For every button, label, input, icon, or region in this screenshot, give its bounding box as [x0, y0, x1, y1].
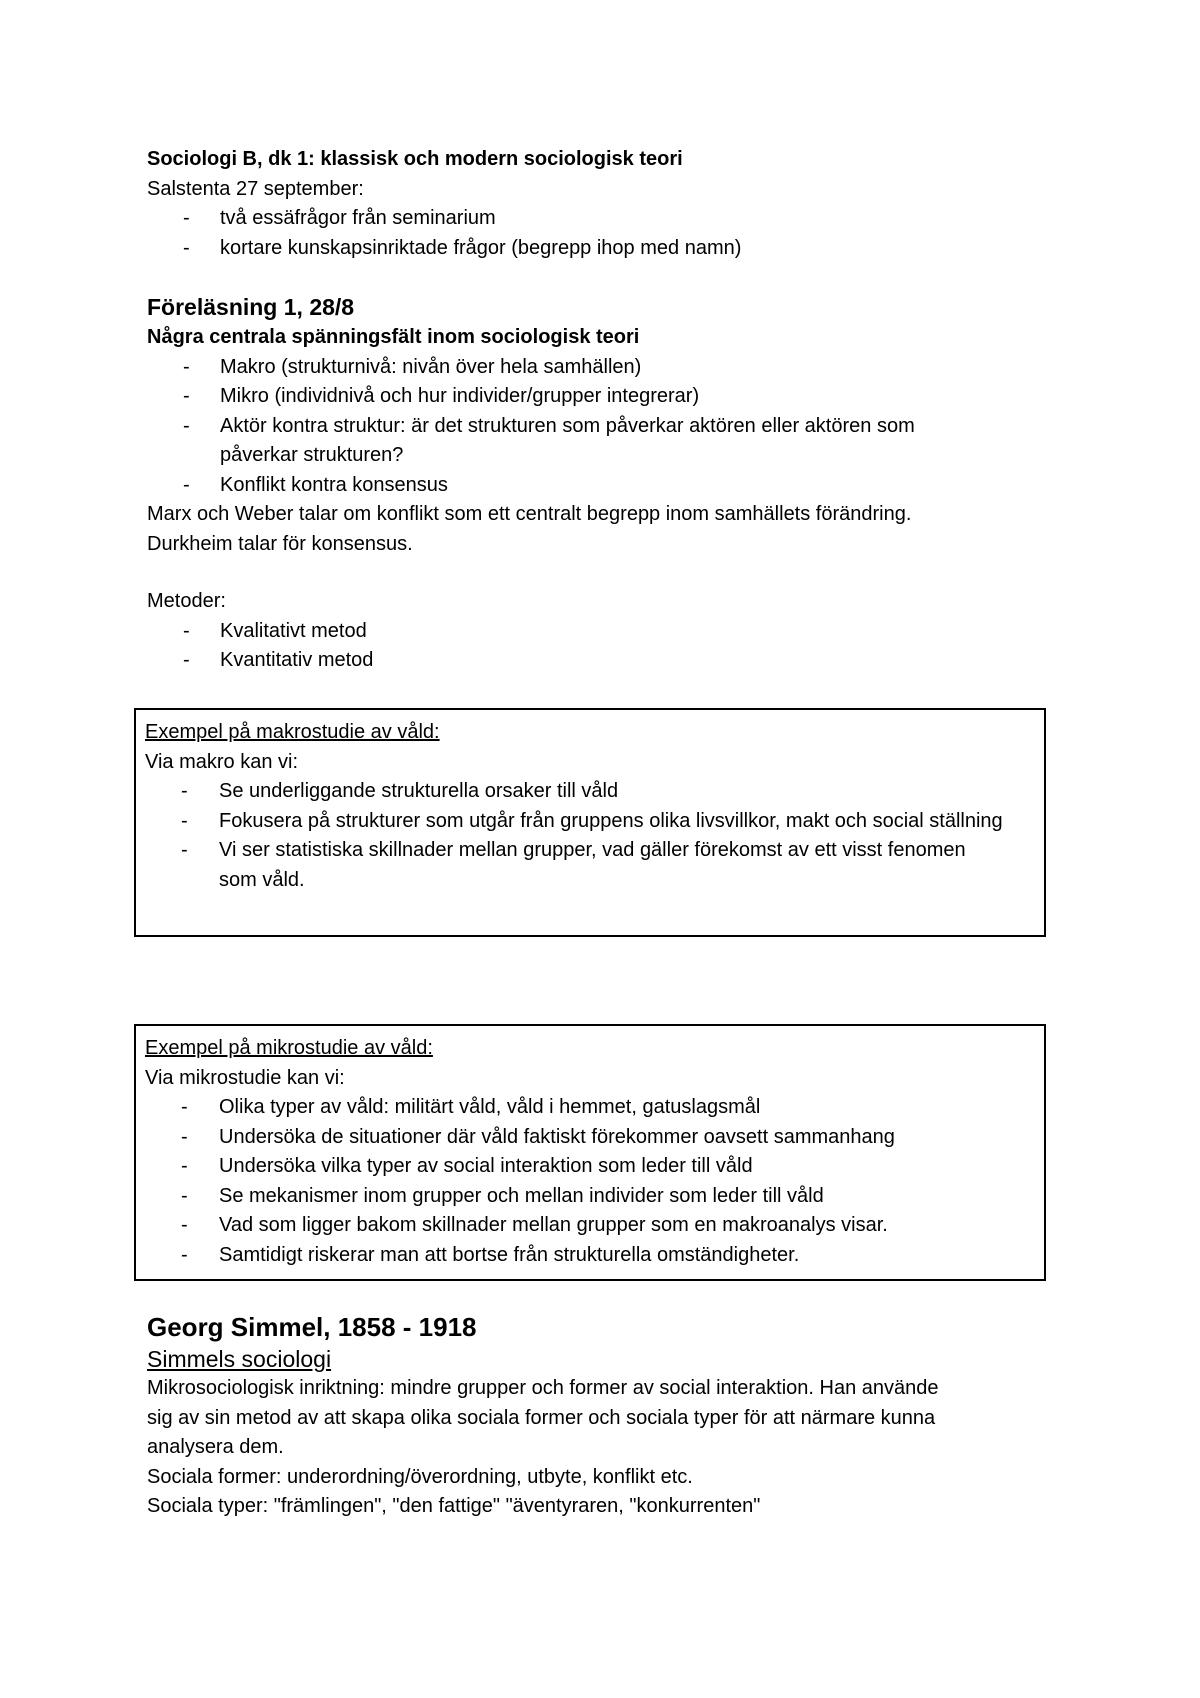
methods-label: Metoder:	[147, 590, 226, 612]
social-types: Sociala typer: "främlingen", "den fattige" "äventyraren, "konkurrenten"	[147, 1495, 761, 1517]
simmel-heading: Georg Simmel, 1858 - 1918	[147, 1312, 477, 1342]
box-intro: Via makro kan vi:	[145, 750, 299, 773]
methods-list	[147, 617, 1067, 676]
box-intro: Via mikrostudie kan vi:	[145, 1066, 345, 1089]
list-item: - Konflikt kontra konsensus	[147, 471, 1067, 501]
list-item: - Aktör kontra struktur: är det strukturen som påverkar aktören eller aktören som påverkar strukturen?	[147, 412, 990, 471]
list-item: - Samtidigt riskerar man att bortse från strukturella omständigheter.	[145, 1241, 1035, 1271]
document-title: Sociologi B, dk 1: klassisk och modern sociologisk teori	[147, 148, 683, 170]
list-item: - kortare kunskapsinriktade frågor (begrepp ihop med namn)	[147, 234, 1067, 264]
list-item: - Se underliggande strukturella orsaker till våld	[145, 777, 1035, 807]
tension-list	[147, 353, 1067, 501]
list-item: - Vad som ligger bakom skillnader mellan grupper som en makroanalys visar.	[145, 1211, 1035, 1241]
list-item: - Undersöka vilka typer av social interaktion som leder till våld	[145, 1152, 1035, 1182]
macro-example-box	[134, 708, 1046, 937]
list-item: - Kvantitativ metod	[147, 646, 1067, 676]
paragraph-line: Mikrosociologisk inriktning: mindre grupper och former av social interaktion. Han använde	[147, 1377, 939, 1399]
list-item: - två essäfrågor från seminarium	[147, 204, 1067, 234]
macro-list	[145, 777, 1035, 895]
exam-line: Salstenta 27 september:	[147, 177, 364, 200]
lecture-heading: Föreläsning 1, 28/8	[147, 294, 355, 320]
micro-example-box	[134, 1024, 1046, 1281]
paragraph-line: sig av sin metod av att skapa olika sociala former och sociala typer för att närmare kunna	[147, 1406, 936, 1429]
list-item: - Kvalitativt metod	[147, 617, 1067, 647]
paragraph-line: analysera dem.	[147, 1436, 284, 1458]
micro-list	[145, 1093, 1035, 1270]
list-item: - Mikro (individnivå och hur individer/grupper integrerar)	[147, 382, 1067, 412]
document-body	[147, 145, 1067, 676]
simmel-subheading: Simmels sociologi	[147, 1346, 332, 1372]
list-item: - Makro (strukturnivå: nivån över hela samhällen)	[147, 353, 1067, 383]
list-item: - Olika typer av våld: militärt våld, våld i hemmet, gatuslagsmål	[145, 1093, 1035, 1123]
paragraph: Marx och Weber talar om konflikt som ett centralt begrepp inom samhällets förändring.	[147, 503, 912, 525]
social-forms: Sociala former: underordning/överordning, utbyte, konflikt etc.	[147, 1465, 693, 1488]
simmel-section	[147, 1310, 1067, 1522]
list-item: - Se mekanismer inom grupper och mellan individer som leder till våld	[145, 1182, 1035, 1212]
box-title: Exempel på makrostudie av våld:	[145, 721, 440, 743]
box-title: Exempel på mikrostudie av våld:	[145, 1037, 433, 1059]
list-item: - Fokusera på strukturer som utgår från gruppens olika livsvillkor, makt och social ställning	[145, 807, 1009, 837]
list-item: - Vi ser statistiska skillnader mellan grupper, vad gäller förekomst av ett visst fenomen som våld.	[145, 836, 979, 895]
exam-list	[147, 204, 1067, 263]
paragraph: Durkheim talar för konsensus.	[147, 532, 413, 555]
list-item: - Undersöka de situationer där våld faktiskt förekommer oavsett sammanhang	[145, 1123, 1035, 1153]
lecture-subheading: Några centrala spänningsfält inom sociologisk teori	[147, 326, 640, 348]
